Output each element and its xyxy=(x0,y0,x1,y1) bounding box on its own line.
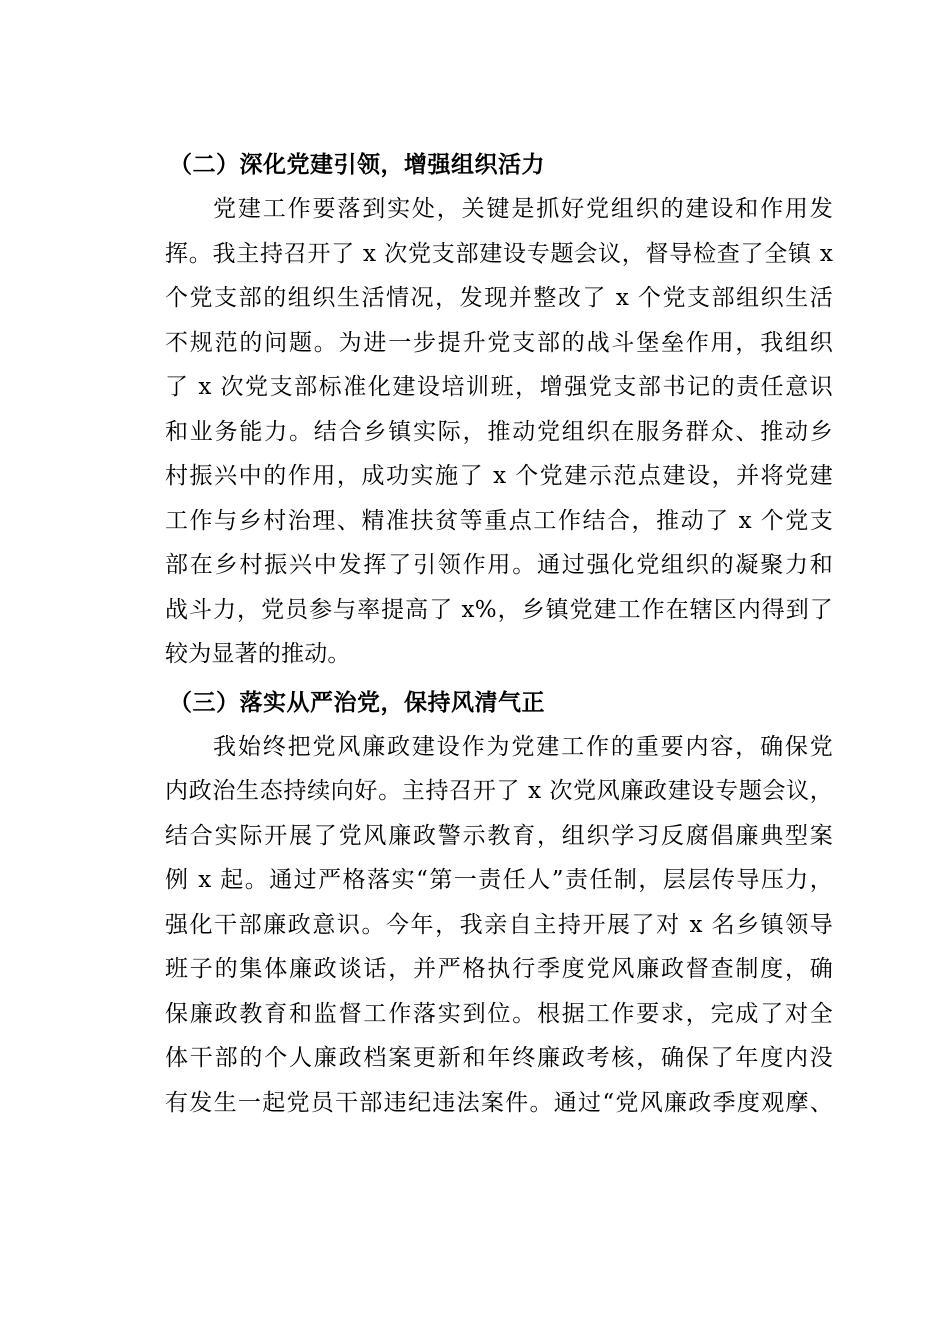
section-paragraph-2 xyxy=(117,187,833,677)
paragraph-line: 个党支部的组织生活情况，发现并整改了 x 个党支部组织生活 xyxy=(165,285,833,311)
paragraph-line: 党建工作要落到实处，关键是抓好党组织的建设和作用发 xyxy=(213,196,833,222)
paragraph-line: 较为显著的推动。 xyxy=(165,641,351,667)
section-heading-3: （三）落实从严治党，保持风清气正 xyxy=(169,689,545,716)
paragraph-line: 挥。我主持召开了 x 次党支部建设专题会议，督导检查了全镇 x xyxy=(165,240,833,267)
paragraph-line: 内政治生态持续向好。主持召开了 x 次党风廉政建设专题会议， xyxy=(165,778,833,804)
paragraph-line: 我始终把党风廉政建设作为党建工作的重要内容，确保党 xyxy=(213,733,833,760)
paragraph-line: 工作与乡村治理、精准扶贫等重点工作结合，推动了 x 个党支 xyxy=(165,507,833,534)
paragraph-line: 战斗力，党员参与率提高了 x%，乡镇党建工作在辖区内得到了 xyxy=(165,596,833,623)
paragraph-line: 班子的集体廉政谈话，并严格执行季度党风廉政督查制度，确 xyxy=(165,956,833,982)
paragraph-line: 例 x 起。通过严格落实“第一责任人”责任制，层层传导压力， xyxy=(165,867,833,893)
paragraph-line: 强化干部廉政意识。今年，我亲自主持开展了对 x 名乡镇领导 xyxy=(165,911,833,938)
paragraph-line: 有发生一起党员干部违纪违法案件。通过“党风廉政季度观摩、 xyxy=(165,1089,833,1116)
document-body xyxy=(117,143,833,1125)
section-heading-2: （二）深化党建引领，增强组织活力 xyxy=(169,152,545,178)
paragraph-line: 村振兴中的作用，成功实施了 x 个党建示范点建设，并将党建 xyxy=(165,463,833,489)
paragraph-line: 保廉政教育和监督工作落实到位。根据工作要求，完成了对全 xyxy=(165,1000,833,1027)
paragraph-line: 了 x 次党支部标准化建设培训班，增强党支部书记的责任意识 xyxy=(165,374,833,400)
paragraph-line: 结合实际开展了党风廉政警示教育，组织学习反腐倡廉典型案 xyxy=(165,822,833,849)
paragraph-line: 体干部的个人廉政档案更新和年终廉政考核，确保了年度内没 xyxy=(165,1045,833,1071)
paragraph-line: 部在乡村振兴中发挥了引领作用。通过强化党组织的凝聚力和 xyxy=(165,552,833,578)
section-paragraph-3 xyxy=(117,725,833,1126)
paragraph-line: 和业务能力。结合乡镇实际，推动党组织在服务群众、推动乡 xyxy=(165,418,833,445)
paragraph-line: 不规范的问题。为进一步提升党支部的战斗堡垒作用，我组织 xyxy=(165,329,833,356)
